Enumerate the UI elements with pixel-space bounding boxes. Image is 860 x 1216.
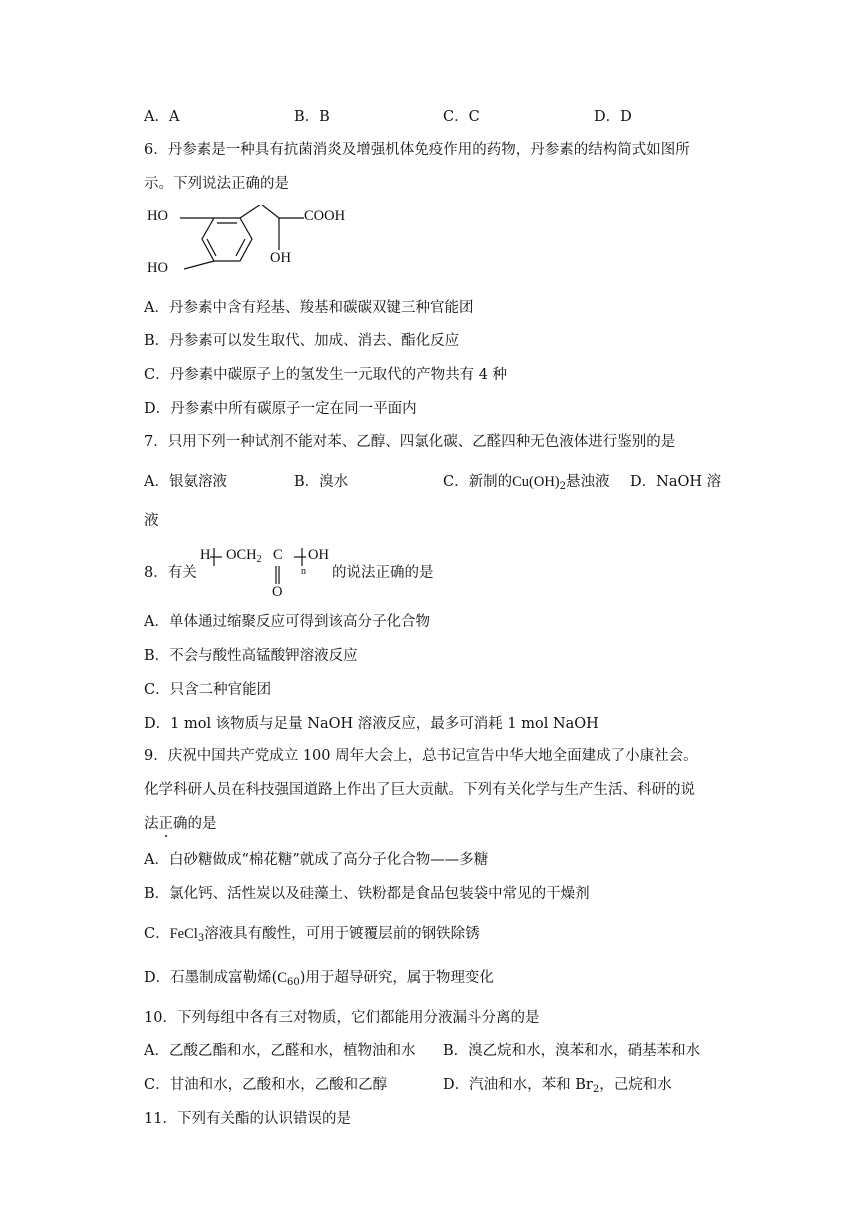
q7-option-c-prefix: C．新制的: [443, 474, 513, 490]
q10-option-d: [443, 1075, 672, 1100]
cuoh2-subscript: 2: [559, 481, 567, 492]
q9-option-d: [144, 968, 494, 993]
danshensu-structure: [144, 205, 374, 285]
fecl3-formula: FeCl: [169, 926, 198, 942]
q9-stem-line2: 化学科研人员在科技强国道路上作出了巨大贡献。下列有关化学与生产生活、科研的说: [144, 782, 695, 798]
fecl3-subscript: 3: [197, 933, 205, 944]
q5-option-b: B．B: [294, 109, 330, 125]
polymer-oh: OH: [308, 547, 329, 563]
polymer-h: H: [200, 547, 211, 563]
q6-option-c: C．丹参素中碳原子上的氢发生一元取代的产物共有 4 种: [144, 367, 508, 383]
q8-prefix: 8．有关: [144, 565, 197, 581]
oh-label: OH: [270, 250, 291, 266]
q10-option-c: C．甘油和水，乙酸和水，乙酸和乙醇: [144, 1077, 388, 1093]
q9-stem-line1: 9．庆祝中国共产党成立 100 周年大会上，总书记宣告中华大地全面建成了小康社会。: [144, 748, 698, 764]
q7-option-b: B．溴水: [294, 474, 349, 490]
ho-label-bottom: HO: [147, 260, 168, 276]
polymer-o: O: [272, 584, 283, 600]
q9-option-d-prefix: D．石墨制成富勒烯(: [144, 970, 278, 986]
q9-option-a: A．白砂糖做成“棉花糖”就成了高分子化合物——多糖: [144, 852, 489, 868]
polymer-n: n: [301, 566, 306, 577]
ho-label-top: HO: [147, 208, 168, 224]
q9-option-c-suffix: 溶液具有酸性，可用于镀覆层前的钢铁除锈: [204, 926, 480, 942]
q11-stem: 11．下列有关酯的认识错误的是: [144, 1111, 351, 1127]
q8-suffix: 的说法正确的是: [332, 565, 434, 581]
q7-option-d: D．NaOH 溶: [630, 474, 722, 490]
q6-option-d: D．丹参素中所有碳原子一定在同一平面内: [144, 401, 417, 417]
q7-option-c-suffix: 悬浊液: [566, 474, 610, 490]
q6-option-a: A．丹参素中含有羟基、羧基和碳碳双键三种官能团: [144, 300, 474, 316]
c60-subscript: 60: [286, 977, 300, 988]
q9-option-d-suffix: )用于超导研究，属于物理变化: [299, 970, 494, 986]
cuoh2-formula: Cu(OH): [512, 474, 560, 490]
q9-option-c: [144, 924, 480, 949]
q6-option-b: B．丹参素可以发生取代、加成、消去、酯化反应: [144, 333, 460, 349]
br2-subscript: 2: [592, 1084, 600, 1095]
polymer-c: C: [273, 547, 283, 563]
q9-option-c-prefix: C．: [144, 926, 170, 942]
q5-option-d: D．D: [594, 109, 632, 125]
q10-option-b: B．溴乙烷和水，溴苯和水，硝基苯和水: [443, 1043, 701, 1059]
q5-option-c: C．C: [443, 109, 480, 125]
q5-option-a: A．A: [144, 109, 180, 125]
emphasis-dot: [165, 835, 167, 837]
q7-stem: 7．只用下列一种试剂不能对苯、乙醇、四氯化碳、乙醛四种无色液体进行鉴别的是: [144, 434, 676, 450]
q9-stem-line3: 法正确的是: [144, 816, 217, 832]
cooh-label: COOH: [304, 208, 346, 224]
polymer-sub2: 2: [256, 554, 262, 565]
q10-option-a: A．乙酸乙酯和水，乙醛和水，植物油和水: [144, 1043, 416, 1059]
q8-option-b: B．不会与酸性高锰酸钾溶液反应: [144, 648, 358, 664]
q8-option-d: D．1 mol 该物质与足量 NaOH 溶液反应，最多可消耗 1 mol NaOH: [144, 716, 599, 732]
polymer-structure: [198, 542, 332, 604]
c60-formula: C: [277, 970, 287, 986]
q10-option-d-prefix: D．汽油和水，苯和 Br: [443, 1077, 593, 1093]
q6-stem-line1: 6．丹参素是一种具有抗菌消炎及增强机体免疫作用的药物，丹参素的结构简式如图所: [144, 142, 690, 158]
polymer-och: OCH: [226, 547, 257, 563]
q10-option-d-suffix: ，己烷和水: [599, 1077, 672, 1093]
q9-option-b: B．氯化钙、活性炭以及硅藻土、铁粉都是食品包装袋中常见的干燥剂: [144, 886, 590, 902]
q7-option-d-continued: 液: [144, 513, 159, 529]
q7-option-c: [443, 472, 610, 497]
q10-stem: 10．下列每组中各有三对物质，它们都能用分液漏斗分离的是: [144, 1010, 540, 1026]
q8-option-a: A．单体通过缩聚反应可得到该高分子化合物: [144, 614, 430, 630]
polymer-och2: [226, 547, 262, 565]
q7-option-a: A．银氨溶液: [144, 474, 227, 490]
q6-stem-line2: 示。下列说法正确的是: [144, 176, 289, 192]
q8-option-c: C．只含二种官能团: [144, 682, 272, 698]
